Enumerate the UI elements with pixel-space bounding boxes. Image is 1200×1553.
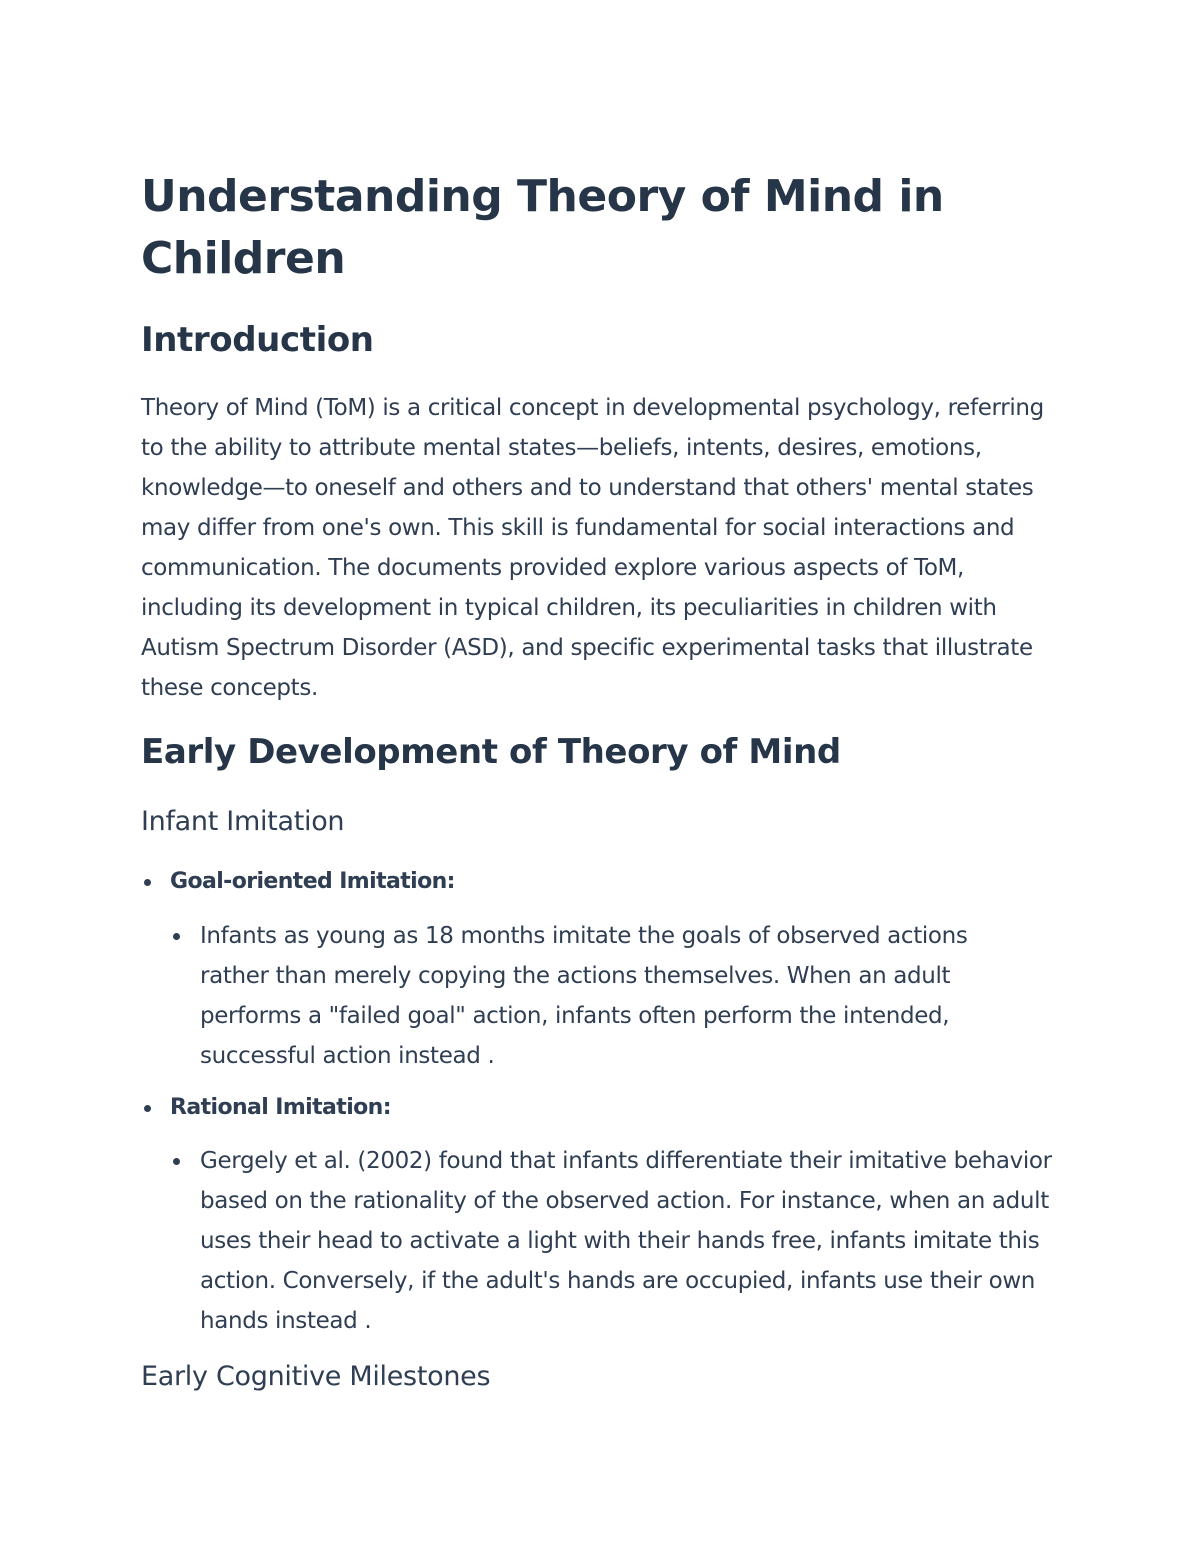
sub-bullet-goal-oriented-detail <box>170 916 1040 1076</box>
sub-bullet-rational-detail <box>170 1141 1065 1341</box>
sub-bullet-text: Gergely et al. (2002) found that infants differentiate their imitative behavior based on the rationality of the observed action. For instance, when an adult uses their head to activate a light with their hands free, infants imitate this action. Conversely, if the adult's hands are occupied, infants use their own hands instead . <box>200 1148 1052 1334</box>
early-development-heading: Early Development of Theory of Mind <box>141 732 841 772</box>
introduction-paragraph: Theory of Mind (ToM) is a critical concept in developmental psychology, referring to the ability to attribute mental states—beliefs, intents, desires, emotions, knowledge—to oneself and others and to understand that others' mental states may differ from one's own. This skill is fundamental for social interactions and communication. The documents provided explore various aspects of ToM, including its development in typical children, its peculiarities in children with Autism Spectrum Disorder (ASD), and specific experimental tasks that illustrate these concepts. <box>141 395 1044 701</box>
introduction-heading: Introduction <box>141 320 374 360</box>
early-cognitive-milestones-heading: Early Cognitive Milestones <box>141 1361 491 1392</box>
document-title: Understanding Theory of Mind in Children <box>141 171 944 284</box>
bullet-goal-oriented-imitation <box>141 862 1100 902</box>
bullet-label: Goal-oriented Imitation: <box>170 869 455 894</box>
sub-bullet-text: Infants as young as 18 months imitate the goals of observed actions rather than merely copying the actions themselves. When an adult performs a "failed goal" action, infants often perform the intended, successful action instead . <box>200 923 968 1069</box>
infant-imitation-heading: Infant Imitation <box>141 806 345 837</box>
bullet-rational-imitation <box>141 1088 1100 1128</box>
bullet-label: Rational Imitation: <box>170 1095 391 1120</box>
